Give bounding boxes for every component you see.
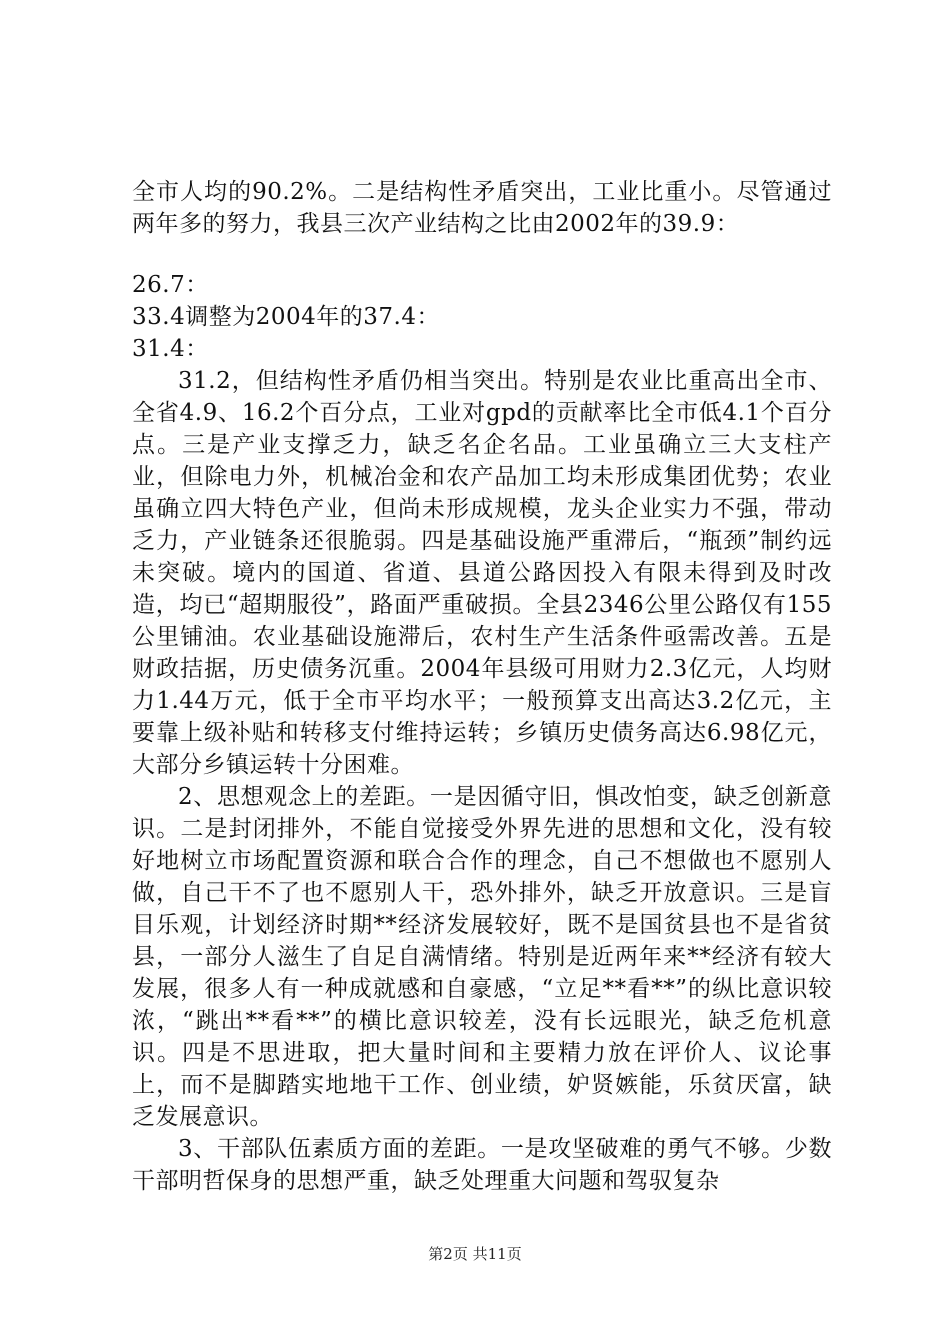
page-number-label: 第2页 共11页 [428,1245,522,1263]
ratio-line: 33.4调整为2004年的37.4： [132,304,440,330]
ratio-line: 26.7： [132,272,209,298]
ratio-line: 31.4： [132,336,209,362]
paragraph-cadre-gap: 3、干部队伍素质方面的差距。一是攻坚破难的勇气不够。少数干部明哲保身的思想严重，缺乏处理重大问题和驾驭复杂 [132,1136,832,1194]
paragraph-block-main [132,269,832,1197]
page-footer [0,1244,950,1264]
paragraph-mindset-gap: 2、思想观念上的差距。一是因循守旧，惧改怕变，缺乏创新意识。二是封闭排外，不能自觉接受外界先进的思想和文化，没有较好地树立市场配置资源和联合合作的理念，自己不想做也不愿别人做，自己干不了也不愿别人干，恐外排外，缺乏开放意识。三是盲目乐观，计划经济时期**经济发展较好，既不是国贫县也不是省贫县，一部分人滋生了自足自满情绪。特别是近两年来**经济有较大发展，很多人有一种成就感和自豪感，“立足**看**”的纵比意识较浓，“跳出**看**”的横比意识较差，没有长远眼光，缺乏危机意识。四是不思进取，把大量时间和主要精力放在评价人、议论事上，而不是脚踏实地地干工作、创业绩，妒贤嫉能，乐贫厌富，缺乏发展意识。 [132,784,832,1130]
paragraph-continued: 全市人均的90.2%。二是结构性矛盾突出，工业比重小。尽管通过两年多的努力，我县三次产业结构之比由2002年的39.9： [132,179,832,237]
paragraph-block-top [132,176,832,240]
paragraph-structural-gap: 31.2，但结构性矛盾仍相当突出。特别是农业比重高出全市、全省4.9、16.2个百分点，工业对gpd的贡献率比全市低4.1个百分点。三是产业支撑乏力，缺乏名企名品。工业虽确立三大支柱产业，但除电力外，机械冶金和农产品加工均未形成集团优势；农业虽确立四大特色产业，但尚未形成规模，龙头企业实力不强，带动乏力，产业链条还很脆弱。四是基础设施严重滞后，“瓶颈”制约远未突破。境内的国道、省道、县道公路因投入有限未得到及时改造，均已“超期服役”，路面严重破损。全县2346公里公路仅有155公里铺油。农业基础设施滞后，农村生产生活条件亟需改善。五是财政拮据，历史债务沉重。2004年县级可用财力2.3亿元，人均财力1.44万元，低于全市平均水平；一般预算支出高达3.2亿元，主要靠上级补贴和转移支付维持运转；乡镇历史债务高达6.98亿元，大部分乡镇运转十分困难。 [132,368,832,778]
